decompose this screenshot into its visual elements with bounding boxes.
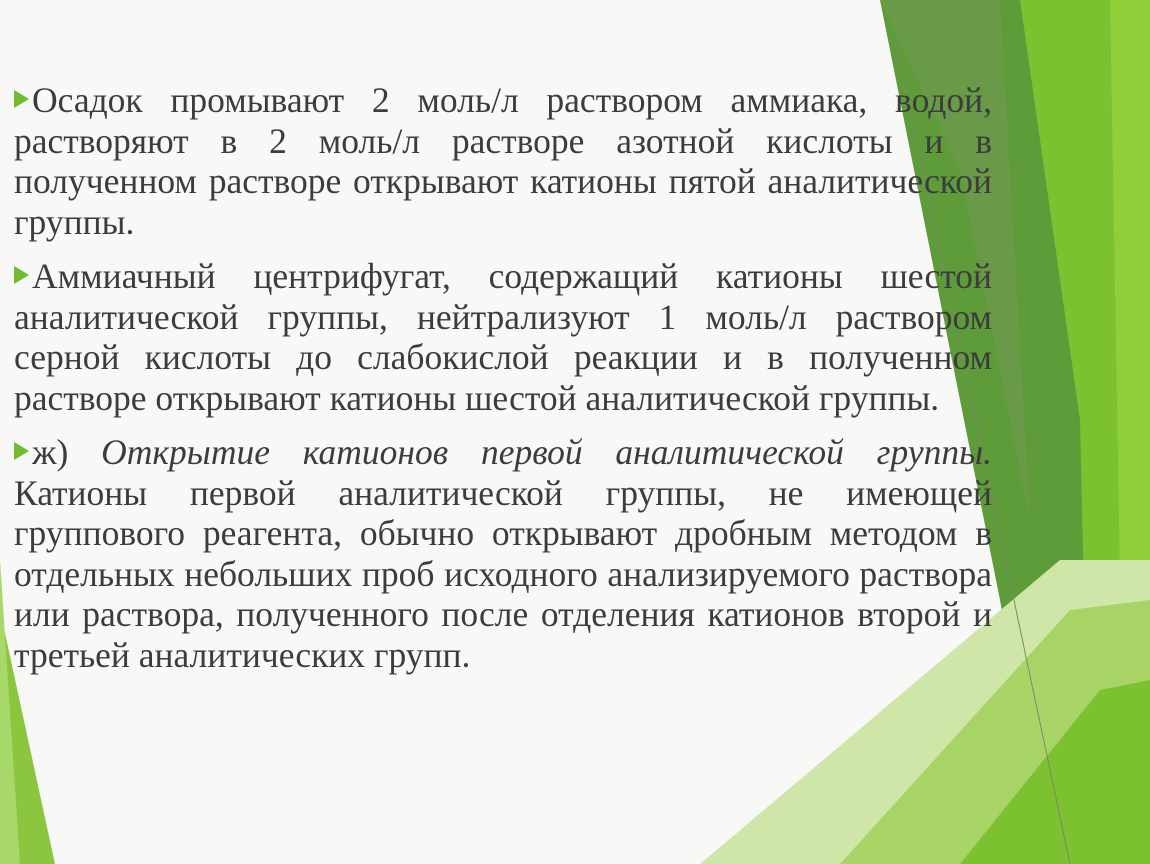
paragraph-italic-heading: Открытие катионов первой аналитической группы. xyxy=(101,432,992,472)
paragraph-text: Аммиачный центрифугат, содержащий катионы шестой аналитической группы, нейтрализуют 1 моль/л раствором серной кислоты до слабокислой реакции и в полученном растворе открывают катионы шестой аналитической группы. xyxy=(14,256,992,418)
bullet-paragraph-3 xyxy=(14,432,992,675)
triangle-bullet-icon xyxy=(14,90,29,108)
slide-body xyxy=(14,80,992,689)
triangle-bullet-icon xyxy=(14,266,29,284)
paragraph-text: Осадок промывают 2 моль/л раствором аммиака, водой, растворяют в 2 моль/л растворе азотной кислоты и в полученном растворе открывают катионы пятой аналитической группы. xyxy=(14,80,992,242)
paragraph-prefix: ж) xyxy=(32,432,102,472)
paragraph-text: Катионы первой аналитической группы, не имеющей группового реагента, обычно открывают дробным методом в отдельных небольших проб исходного анализируемого раствора или раствора, полученного после отделения катионов второй и третьей аналитических групп. xyxy=(14,472,992,675)
bullet-paragraph-1 xyxy=(14,80,992,242)
bullet-paragraph-2 xyxy=(14,256,992,418)
triangle-bullet-icon xyxy=(14,442,29,460)
